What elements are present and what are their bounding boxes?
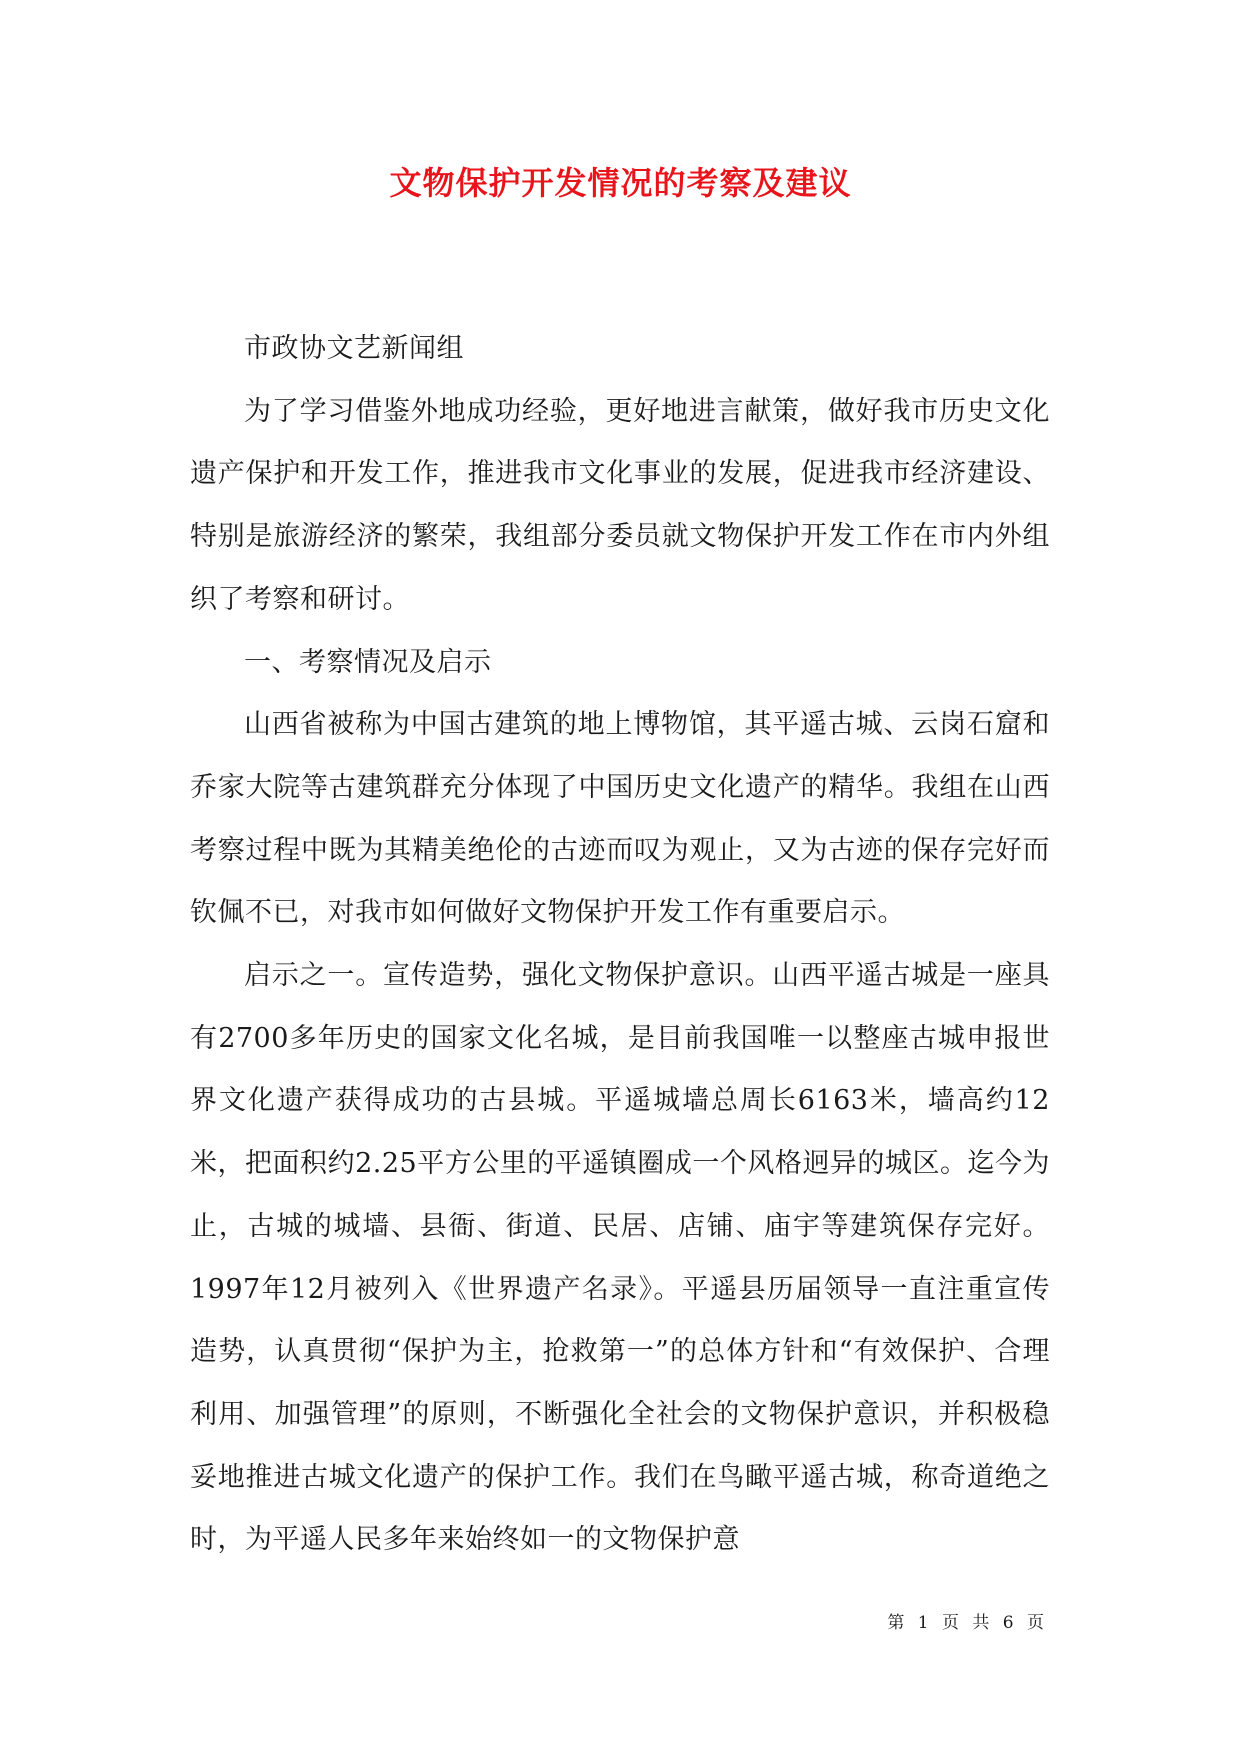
body-paragraph: 启示之一。宣传造势，强化文物保护意识。山西平遥古城是一座具有2700多年历史的国家文化名城，是目前我国唯一以整座古城申报世界文化遗产获得成功的古县城。平遥城墙总周长6163米，墙高约12米，把面积约2.25平方公里的平遥镇圈成一个风格迥异的城区。迄今为止，古城的城墙、县衙、街道、民居、店铺、庙宇等建筑保存完好。1997年12月被列入《世界遗产名录》。平遥县历届领导一直注重宣传造势，认真贯彻“保护为主，抢救第一”的总体方针和“有效保护、合理利用、加强管理”的原则，不断强化全社会的文物保护意识，并积极稳妥地推进古城文化遗产的保护工作。我们在鸟瞰平遥古城，称奇道绝之时，为平遥人民多年来始终如一的文物保护意	[190, 960, 1050, 1556]
section-heading: 一、考察情况及启示	[244, 646, 492, 678]
author-line: 市政协文艺新闻组	[244, 333, 464, 364]
document-body	[190, 318, 1050, 1572]
document-title: 文物保护开发情况的考察及建议	[389, 164, 852, 202]
intro-paragraph: 为了学习借鉴外地成功经验，更好地进言献策，做好我市历史文化遗产保护和开发工作，推进我市文化事业的发展，促进我市经济建设、特别是旅游经济的繁荣，我组部分委员就文物保护开发工作在市内外组织了考察和研讨。	[190, 395, 1050, 615]
page-number: 第 1 页 共 6 页	[887, 1613, 1048, 1633]
body-paragraph: 山西省被称为中国古建筑的地上博物馆，其平遥古城、云岗石窟和乔家大院等古建筑群充分体现了中国历史文化遗产的精华。我组在山西考察过程中既为其精美绝伦的古迹而叹为观止，又为古迹的保存完好而钦佩不已，对我市如何做好文物保护开发工作有重要启示。	[190, 709, 1050, 929]
